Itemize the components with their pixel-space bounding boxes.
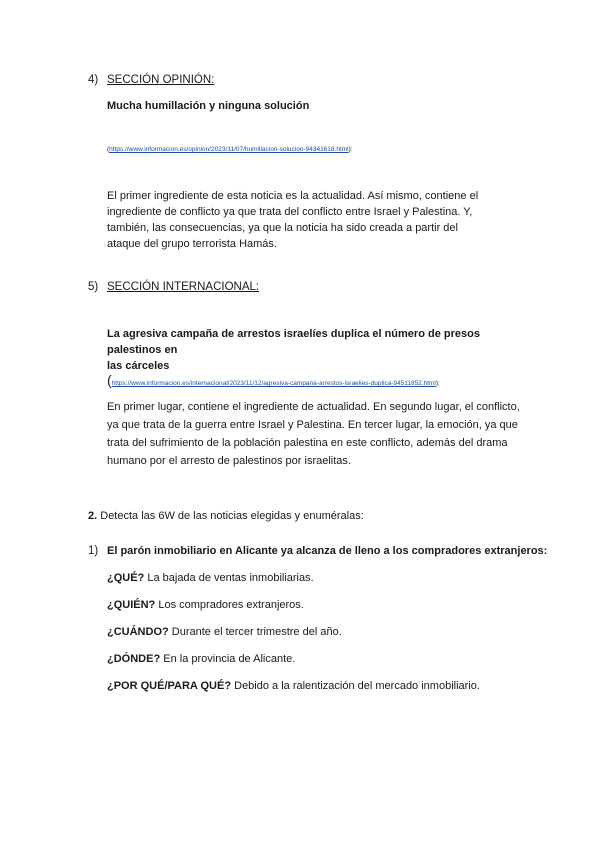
question-donde	[107, 653, 295, 665]
section-4-paragraph	[107, 188, 487, 252]
question-label: ¿CUÁNDO?	[107, 626, 169, 638]
task-2-text: Detecta las 6W de las noticias elegidas y enuméralas:	[100, 510, 364, 522]
question-label: ¿QUIÉN?	[107, 599, 156, 611]
section-4-link-line: (https://www.informacion.es/opinion/2023/11/07/humillacion-solucion-94341618.html):	[107, 146, 353, 153]
question-label: ¿QUÉ?	[107, 572, 145, 584]
news-1-number: 1)	[88, 545, 99, 557]
question-answer: Los compradores extranjeros.	[158, 599, 304, 611]
section-5-number: 5)	[88, 281, 99, 293]
title-line: las cárceles	[107, 360, 170, 372]
paragraph-line: humano por el arresto de palestinos por israelitas.	[107, 455, 351, 467]
paragraph-line: ingrediente de conflicto ya que trata del conflicto entre Israel y Palestina. Y,	[107, 206, 473, 218]
section-5-paragraph	[107, 398, 527, 470]
paragraph-line: ataque del grupo terrorista Hamás.	[107, 238, 277, 250]
section-4-title: Mucha humillación y ninguna solución	[107, 100, 310, 112]
paragraph-line: trata del sufrimiento de la población palestina en este conflicto, además del drama	[107, 437, 508, 449]
paragraph-line: El primer ingrediente de esta noticia es la actualidad. Así mismo, contiene el	[107, 190, 479, 202]
question-answer: En la provincia de Alicante.	[163, 653, 296, 665]
paragraph-line: En primer lugar, contiene el ingrediente de actualidad. En segundo lugar, el conflicto,	[107, 401, 520, 413]
question-que	[107, 572, 314, 584]
question-answer: Durante el tercer trimestre del año.	[171, 626, 342, 638]
paragraph-line: también, las consecuencias, ya que la noticia ha sido creada a partir del	[107, 222, 458, 234]
section-4-link[interactable]: https://www.informacion.es/opinion/2023/11/07/humillacion-solucion-94341618.html	[109, 146, 349, 153]
question-answer: La bajada de ventas inmobiliarias.	[147, 572, 314, 584]
question-cuando	[107, 626, 342, 638]
task-2	[88, 510, 364, 522]
title-line: La agresiva campaña de arrestos israelíes duplica el número de presos palestinos en	[107, 328, 480, 356]
section-4-number: 4)	[88, 74, 99, 86]
section-5-link[interactable]: https://www.informacion.es/internacional/2023/11/12/agresiva-campana-arrestos-israelies-duplica-94511852.html	[111, 380, 436, 387]
task-2-number: 2.	[88, 510, 98, 522]
question-label: ¿POR QUÉ/PARA QUÉ?	[107, 680, 232, 692]
question-answer: Debido a la ralentización del mercado inmobiliario.	[234, 680, 480, 692]
question-label: ¿DÓNDE?	[107, 653, 161, 665]
question-quien	[107, 599, 304, 611]
section-4-heading: SECCIÓN OPINIÓN:	[107, 74, 215, 86]
section-5-heading: SECCIÓN INTERNACIONAL:	[107, 281, 260, 293]
news-1-title: El parón inmobiliario en Alicante ya alcanza de lleno a los compradores extranjeros:	[107, 545, 548, 557]
question-por-que	[107, 680, 480, 692]
section-5-title	[107, 326, 537, 374]
section-5-link-line: (https://www.informacion.es/internacional/2023/11/12/agresiva-campana-arrestos-israelies-duplica-94511852.html):	[107, 372, 440, 388]
paragraph-line: ya que trata de la guerra entre Israel y Palestina. En tercer lugar, la emoción, ya que	[107, 419, 518, 431]
